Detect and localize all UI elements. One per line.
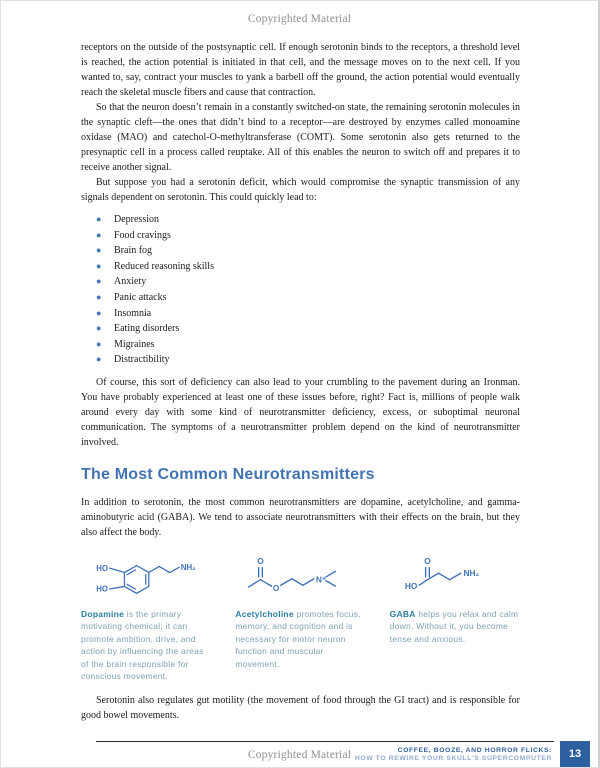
closing-paragraph: Serotonin also regulates gut motility (the movement of food through the GI tract) and is responsible for good bowel movements. [81, 694, 520, 721]
body-paragraph: Of course, this sort of deficiency can also lead to your crumbling to the pavement during an Ironman. You have probably experienced at least one of these issues before, right? Fact is, millions of people walk around every day with some kind of neurotransmitter deficiency, excess, or suboptimal neuronal communication. The symptoms of a neurotransmitter problem depend on the kind of neurotransmitter involved. [81, 376, 520, 448]
list-item-label: Migraines [114, 338, 155, 350]
section-intro-paragraph: In addition to serotonin, the most common neurotransmitters are dopamine, acetylcholine, and gamma-aminobutyric acid (GABA). We tend to associate neurotransmitters with their effects on the brain, but they also affect the body. [81, 496, 520, 538]
bullet-icon: ● [96, 260, 102, 271]
copyright-notice-bottom: Copyrighted Material [247, 749, 352, 761]
running-footer [355, 747, 552, 762]
page-content [81, 40, 520, 723]
list-item-label: Depression [114, 214, 159, 225]
gaba-structure-diagram [390, 552, 520, 600]
bullet-icon: ● [96, 338, 102, 349]
bullet-icon: ● [96, 245, 102, 256]
list-item [96, 352, 520, 368]
footer-title-line1: COFFEE, BOOZE, AND HORROR FLICKS: [397, 747, 552, 754]
atom-label: NH₂ [463, 567, 479, 578]
atom-label: O [423, 555, 431, 566]
molecule-name: GABA [389, 608, 416, 619]
list-item [96, 337, 520, 353]
molecule-description: helps you relax and calm down. Without it, you become tense and anxious. [389, 608, 519, 644]
list-item [96, 228, 520, 244]
acetylcholine-structure-diagram [235, 552, 365, 600]
atom-label: HO [96, 563, 108, 573]
molecule-description: is the primary motivating chemical; it can promote ambition, drive, and action by influencing the areas of the brain responsible for conscious movement. [81, 608, 204, 682]
body-paragraph: So that the neuron doesn’t remain in a constantly switched-on state, the remaining serotonin molecules in the synaptic cleft—the ones that didn’t bind to a receptor—are destroyed by enzymes called monoamine oxidase (MAO) and catechol-O-methyltransferase (COMT). Some serotonin also gets returned to the presynaptic cell in a process called reuptake. All of this enables the neuron to switch off and prepares it to receive another signal. [81, 102, 520, 173]
dopamine-figure [81, 552, 211, 683]
bullet-icon: ● [96, 291, 102, 302]
list-item [96, 306, 520, 322]
gaba-figure [390, 552, 520, 683]
bullet-icon: ● [96, 307, 102, 318]
list-item-label: Eating disorders [114, 323, 180, 335]
footer-title-line2: HOW TO REWIRE YOUR SKULL'S SUPERCOMPUTER [354, 755, 552, 762]
section-heading: The Most Common Neurotransmitters [81, 465, 375, 483]
list-item-label: Panic attacks [114, 291, 167, 303]
molecule-name: Acetylcholine [235, 608, 294, 619]
copyright-notice-top: Copyrighted Material [247, 13, 352, 25]
list-item-label: Anxiety [114, 276, 147, 288]
atom-label: HO [96, 584, 108, 594]
acetylcholine-figure [235, 552, 365, 683]
dopamine-structure-diagram [81, 552, 211, 600]
bullet-icon: ● [96, 214, 102, 224]
gaba-caption [390, 608, 520, 646]
serotonin-deficit-symptom-list [96, 212, 520, 368]
list-item [96, 321, 520, 337]
body-paragraph: receptors on the outside of the postsynaptic cell. If enough serotonin binds to the receptors, a threshold level is reached, the action potential is initiated in that cell, and the message moves on to the next cell. If you wanted to, say, contract your muscles to yank a barbell off the ground, the action potential would eventually reach the skeletal muscle fibers and cause that contraction. [81, 42, 520, 98]
neurotransmitter-figures [81, 552, 520, 683]
dopamine-caption [81, 608, 211, 683]
list-item-label: Insomnia [114, 307, 152, 319]
list-item-label: Brain fog [114, 245, 153, 257]
list-item [96, 290, 520, 306]
atom-label: O [257, 555, 265, 566]
list-item [96, 259, 520, 275]
bullet-icon: ● [96, 229, 102, 240]
bullet-icon: ● [96, 323, 102, 334]
list-item [96, 243, 520, 259]
list-item-label: Reduced reasoning skills [114, 260, 214, 272]
list-item-label: Distractibility [114, 354, 170, 366]
body-paragraph: But suppose you had a serotonin deficit, which would compromise the synaptic transmission of any signals dependent on serotonin. This could quickly lead to: [81, 177, 520, 203]
atom-label: HO [404, 580, 417, 591]
atom-label: NH₂ [180, 562, 196, 572]
bullet-icon: ● [96, 354, 102, 365]
molecule-description: promotes focus, memory, and cognition and is necessary for motor neuron function and muscular movement. [235, 608, 361, 669]
acetylcholine-caption [235, 608, 365, 671]
page-number-badge: 13 [560, 741, 590, 767]
footer-divider [96, 741, 554, 742]
atom-label: N⁺ [316, 574, 327, 585]
bullet-icon: ● [96, 276, 102, 287]
molecule-name: Dopamine [81, 608, 125, 619]
list-item [96, 274, 520, 290]
list-item-label: Food cravings [114, 229, 171, 241]
list-item [96, 212, 520, 228]
atom-label: O [273, 582, 280, 593]
